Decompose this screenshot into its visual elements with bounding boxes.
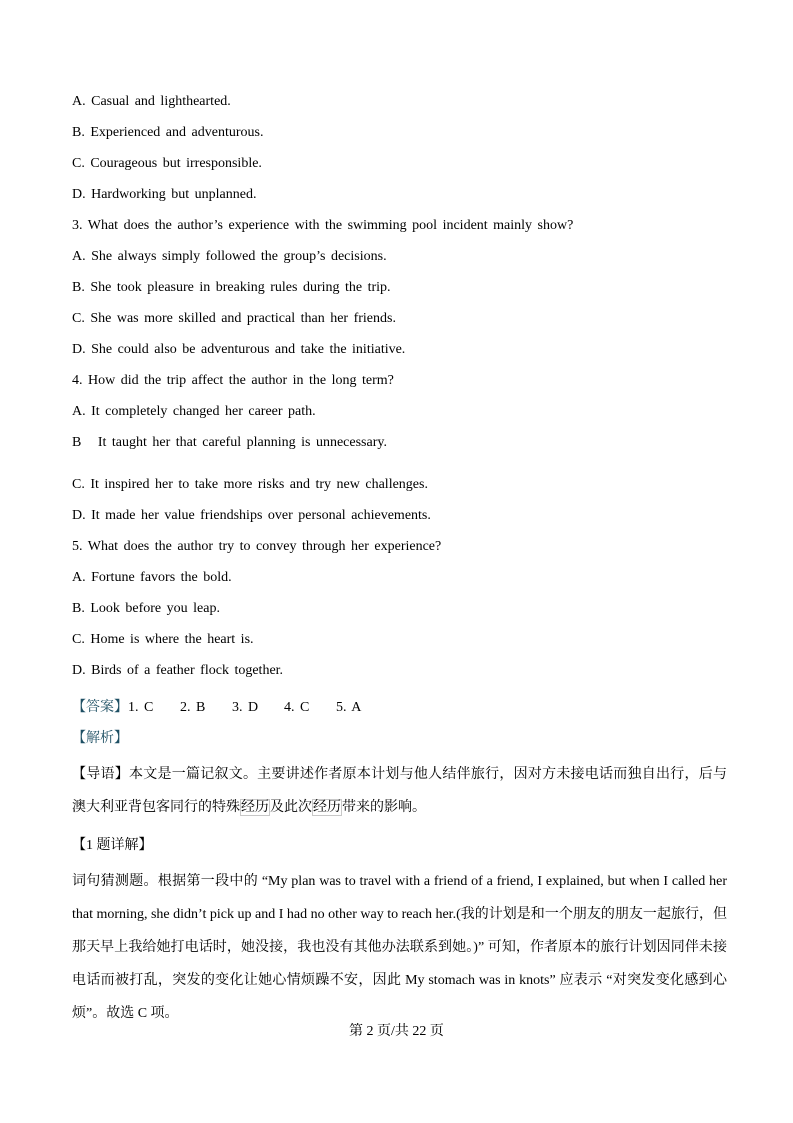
- daoyu-paragraph: [72, 758, 727, 824]
- option-line: A. It completely changed her career path.: [72, 404, 316, 419]
- answer-item: 4. C: [284, 700, 310, 715]
- option-line: A. Fortune favors the bold.: [72, 570, 232, 585]
- answer-item: 1. C: [128, 700, 154, 715]
- jiexi-label: 【解析】: [72, 731, 128, 746]
- option-line: B. Experienced and adventurous.: [72, 125, 264, 140]
- answer-item: 5. A: [336, 700, 362, 715]
- answer-item: 2. B: [180, 700, 206, 715]
- page-content: [72, 86, 727, 1030]
- analysis-section-label: [72, 723, 727, 754]
- question1-analysis-body: 词句猜测题。根据第一段中的 “My plan was to travel with a friend of a friend, I explained, but when I called her that morning, she didn’t pick up and I had no other way to reach her.(我的计划是和一个朋友的朋友一起旅行，但那天早上我给她打电话时，她没接，我也没有其他办法联系到她。)” 可知，作者原本的旅行计划因同伴未接电话而被打乱，突发的变化让她心情烦躁不安，因此 My stomach was in knots” 应表示 “对突发变化感到心烦”。故选 C 项。: [72, 874, 727, 1021]
- option-line: B. Look before you leap.: [72, 601, 220, 616]
- answers-label: 【答案】: [72, 700, 128, 715]
- option-line: C. She was more skilled and practical than her friends.: [72, 311, 396, 326]
- option-line: A. She always simply followed the group’s decisions.: [72, 249, 387, 264]
- daoyu-text-segment: 及此次: [270, 800, 312, 815]
- answer-item: 3. D: [232, 700, 259, 715]
- proofing-marked-word: 经历: [241, 800, 269, 815]
- question-line: 5. What does the author try to convey through her experience?: [72, 539, 442, 554]
- option-line: A. Casual and lighthearted.: [72, 94, 231, 109]
- option-line: C. It inspired her to take more risks and try new challenges.: [72, 477, 428, 492]
- option-line: B. She took pleasure in breaking rules during the trip.: [72, 280, 391, 295]
- question-line: 3. What does the author’s experience with the swimming pool incident mainly show?: [72, 218, 574, 233]
- option-line: D. Hardworking but unplanned.: [72, 187, 257, 202]
- option-line: D. She could also be adventurous and take the initiative.: [72, 342, 406, 357]
- proofing-marked-word: 经历: [313, 800, 341, 815]
- option-line: D. It made her value friendships over personal achievements.: [72, 508, 431, 523]
- daoyu-text-segment: 带来的影响。: [342, 800, 426, 815]
- option-line: C. Home is where the heart is.: [72, 632, 254, 647]
- option-line: D. Birds of a feather flock together.: [72, 663, 284, 678]
- option-line: B It taught her that careful planning is unnecessary.: [72, 435, 387, 450]
- question1-analysis-heading: 【1 题详解】: [72, 838, 153, 853]
- answers-line: [72, 692, 727, 723]
- page-number-footer: 第 2 页/共 22 页: [349, 1024, 444, 1039]
- daoyu-label: 【导语】: [72, 767, 129, 782]
- question-line: 4. How did the trip affect the author in the long term?: [72, 373, 394, 388]
- option-line: C. Courageous but irresponsible.: [72, 156, 262, 171]
- daoyu-text-segment: 本文是一篇记叙文。主要讲述作者原本计划与他人结伴旅行，因对方未接电话而独自出行，后与澳大利亚背包客同行的特殊: [72, 767, 728, 815]
